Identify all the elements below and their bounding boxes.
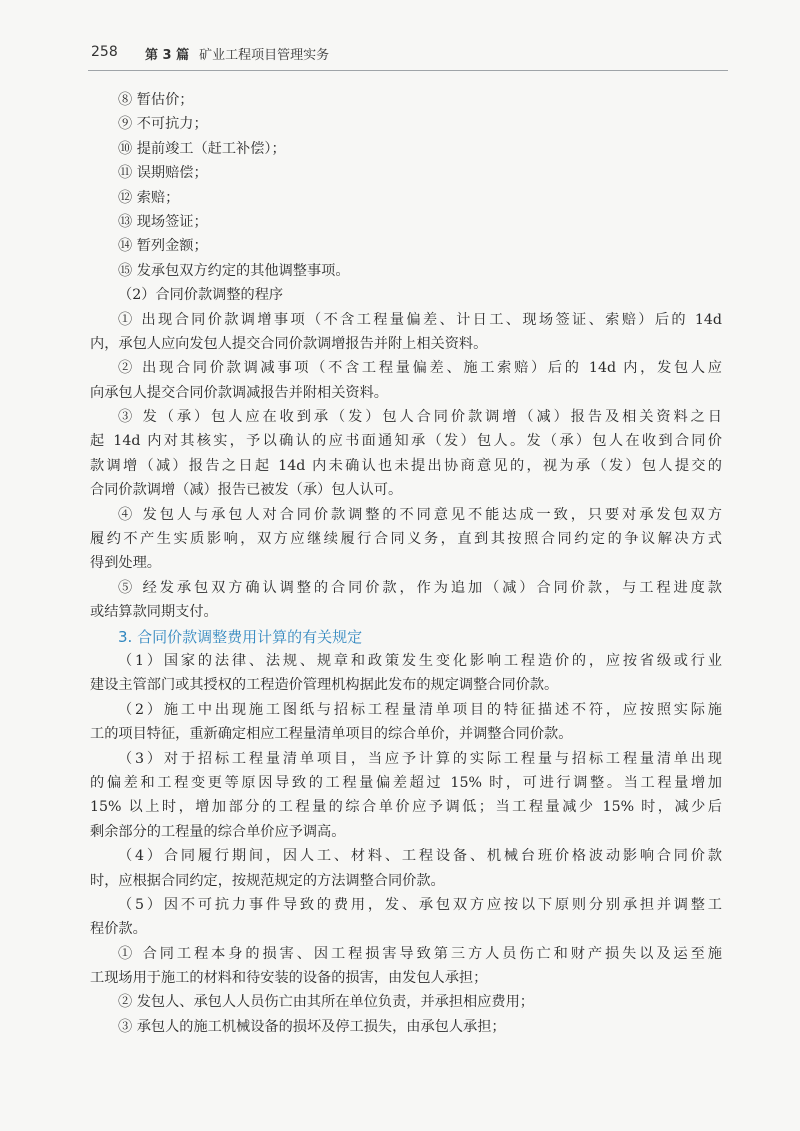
text-line: （3）对于招标工程量清单项目，当应予计算的实际工程量与招标工程量清单出现: [118, 750, 722, 767]
text-line: 剩余部分的工程量的综合单价应予调高。: [90, 823, 346, 840]
text-line: 向承包人提交合同价款调减报告并附相关资料。: [90, 384, 388, 401]
text-line: （2）合同价款调整的程序: [118, 287, 284, 304]
header-rule: [88, 70, 728, 71]
body-text: [90, 88, 722, 1039]
text-line: ⑭ 暂列金额；: [118, 238, 208, 255]
text-line: 合同价款调增（减）报告已被发（承）包人认可。: [90, 482, 403, 499]
text-line: 款调增（减）报告之日起 14d 内未确认也未提出协商意见的，视为承（发）包人提交的: [90, 457, 722, 474]
text-line: ② 发包人、承包人人员伤亡由其所在单位负责，并承担相应费用；: [118, 994, 534, 1011]
text-line: 或结算款同期支付。: [90, 604, 218, 621]
text-line: （2）施工中出现施工图纸与招标工程量清单项目的特征描述不符，应按照实际施: [118, 701, 722, 718]
text-line: ④ 发包人与承包人对合同价款调整的不同意见不能达成一致，只要对承发包双方: [118, 506, 722, 523]
text-line: ⑨ 不可抗力；: [118, 116, 208, 133]
text-line: ⑮ 发承包双方约定的其他调整事项。: [118, 262, 350, 279]
text-line: 履约不产生实质影响，双方应继续履行合同义务，直到其按照合同约定的争议解决方式: [90, 531, 722, 548]
text-line: （1）国家的法律、法规、规章和政策发生变化影响工程造价的，应按省级或行业: [118, 652, 722, 669]
text-line: 15% 以上时，增加部分的工程量的综合单价应予调低；当工程量减少 15% 时，减少后: [90, 799, 722, 816]
page-number: 258: [91, 44, 118, 60]
text-line: 起 14d 内对其核实，予以确认的应书面通知承（发）包人。发（承）包人在收到合同价: [90, 433, 722, 450]
text-line: ① 出现合同价款调增事项（不含工程量偏差、计日工、现场签证、索赔）后的 14d: [118, 311, 722, 328]
text-line: （4）合同履行期间，因人工、材料、工程设备、机械台班价格波动影响合同价款: [118, 848, 722, 865]
text-line: 程价款。: [90, 921, 147, 938]
text-line: ③ 承包人的施工机械设备的损坏及停工损失，由承包人承担；: [118, 1018, 506, 1035]
text-line: ⑧ 暂估价；: [118, 92, 194, 108]
text-line: 时，应根据合同约定，按规范规定的方法调整合同价款。: [90, 872, 445, 889]
text-line: （5）因不可抗力事件导致的费用，发、承包双方应按以下原则分别承担并调整工: [118, 896, 722, 913]
text-line: 内，承包人应向发包人提交合同价款调增报告并附上相关资料。: [90, 335, 488, 352]
text-line: ⑬ 现场签证；: [118, 213, 208, 230]
text-line: 工的项目特征，重新确定相应工程量清单项目的综合单价，并调整合同价款。: [90, 726, 573, 743]
text-line: ⑩ 提前竣工（赶工补偿）；: [118, 140, 286, 157]
text-line: 得到处理。: [90, 555, 161, 572]
text-line: ② 出现合同价款调减事项（不含工程量偏差、施工索赔）后的 14d 内，发包人应: [118, 360, 722, 377]
text-line: ⑤ 经发承包双方确认调整的合同价款，作为追加（减）合同价款，与工程进度款: [118, 579, 722, 596]
text-line: 工现场用于施工的材料和待安装的设备的损害，由发包人承担；: [90, 970, 488, 987]
chapter-title: 矿业工程项目管理实务: [199, 48, 330, 63]
page-header: [0, 0, 800, 80]
section-heading: 3. 合同价款调整费用计算的有关规定: [118, 627, 363, 646]
text-line: ⑪ 误期赔偿；: [118, 165, 208, 182]
text-line: 建设主管部门或其授权的工程造价管理机构据此发布的规定调整合同价款。: [90, 677, 559, 694]
text-line: 的偏差和工程变更等原因导致的工程量偏差超过 15% 时，可进行调整。当工程量增加: [90, 774, 722, 791]
text-line: ⑫ 索赔；: [118, 189, 180, 206]
text-line: ① 合同工程本身的损害、因工程损害导致第三方人员伤亡和财产损失以及运至施: [118, 945, 722, 962]
chapter-label: 第 3 篇: [145, 48, 190, 63]
chapter-heading: [145, 44, 329, 63]
text-line: ③ 发（承）包人应在收到承（发）包人合同价款调增（减）报告及相关资料之日: [118, 409, 722, 426]
